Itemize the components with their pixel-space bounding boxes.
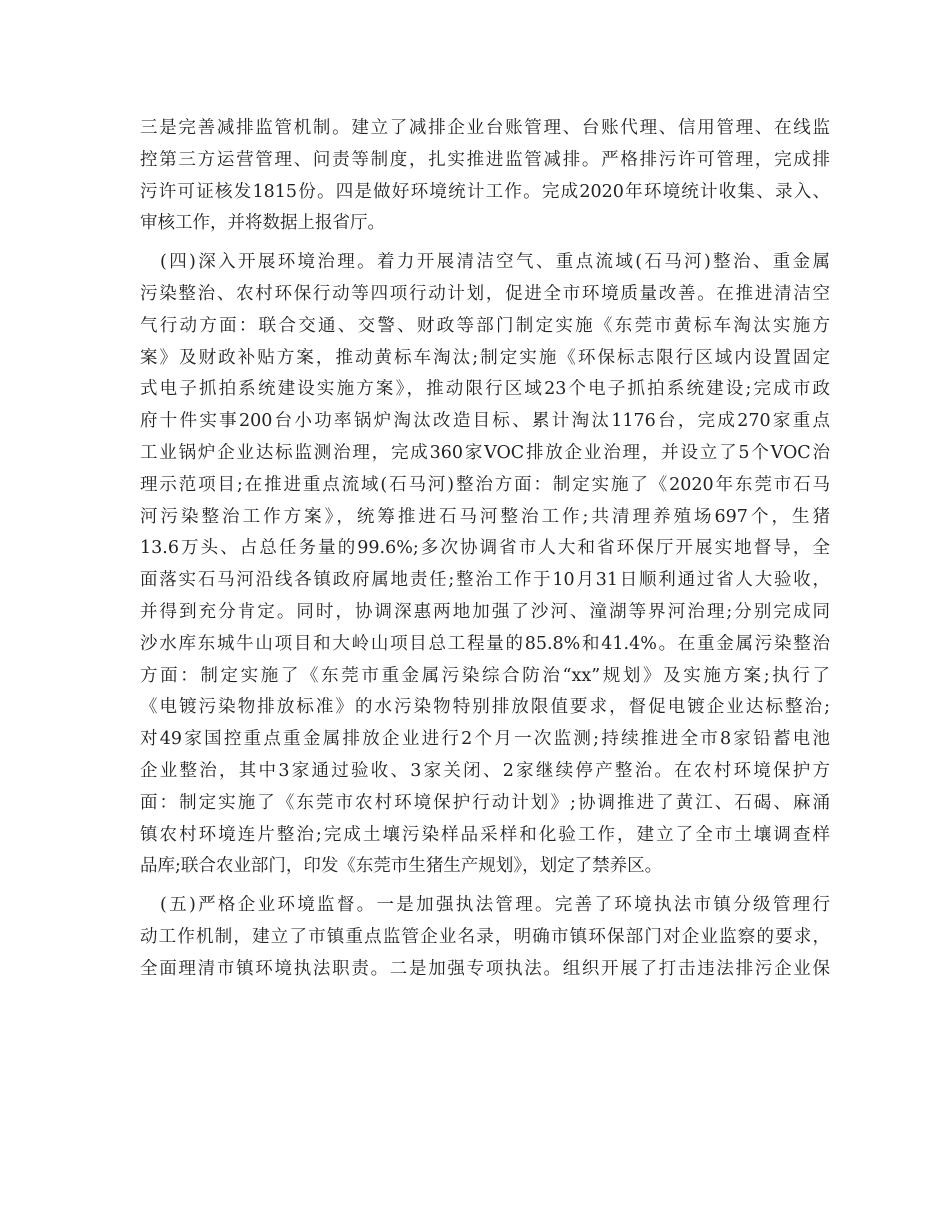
paragraph-emission-supervision [140,113,830,240]
text-line: 审核工作，并将数据上报省厅。 [140,213,385,234]
text-line: 理示范项目;在推进重点流域(石马河)整治方面：制定实施了《2020年东莞市石马 [140,474,830,495]
text-line: 全面理清市镇环境执法职责。二是加强专项执法。组织开展了打击违法排污企业保 [140,958,830,979]
text-line: 《电镀污染物排放标准》的水污染物特别排放限值要求，督促电镀企业达标整治; [140,697,830,718]
text-line: (五)严格企业环境监督。一是加强执法管理。完善了环境执法市镇分级管理行 [160,895,830,916]
text-line: 13.6万头、占总任务量的99.6%;多次协调省市人大和省环保厅开展实地督导，全 [140,538,830,559]
text-line: 沙水库东城牛山项目和大岭山项目总工程量的85.8%和41.4%。在重金属污染整治 [140,633,830,654]
text-line: 污许可证核发1815份。四是做好环境统计工作。完成2020年环境统计收集、录入、 [140,181,830,202]
text-line: 河污染整治工作方案》，统筹推进石马河整治工作;共清理养殖场697个，生猪 [140,506,830,527]
text-line: 式电子抓拍系统建设实施方案》，推动限行区域23个电子抓拍系统建设;完成市政 [140,379,830,400]
text-line: 方面：制定实施了《东莞市重金属污染综合防治“xx”规划》及实施方案;执行了 [140,665,830,686]
text-line: 案》及财政补贴方案，推动黄标车淘汰;制定实施《环保标志限行区域内设置固定 [140,347,830,368]
text-line: 三是完善减排监管机制。建立了减排企业台账管理、台账代理、信用管理、在线监 [140,118,830,138]
text-line: 污染整治、农村环保行动等四项行动计划，促进全市环境质量改善。在推进清洁空 [140,283,830,304]
paragraph-enterprise-supervision [140,890,830,985]
text-line: 对49家国控重点重金属排放企业进行2个月一次监测;持续推进全市8家铅蓄电池 [140,729,830,750]
text-line: 并得到充分肯定。同时，协调深惠两地加强了沙河、潼湖等界河治理;分别完成同 [140,601,830,622]
text-line: 镇农村环境连片整治;完成土壤污染样品采样和化验工作，建立了全市土壤调查样 [140,824,830,845]
text-line: 面：制定实施了《东莞市农村环境保护行动计划》;协调推进了黄江、石碣、麻涌 [140,792,830,813]
paragraph-gap [140,240,830,247]
document-body [140,113,830,986]
text-line: 府十件实事200台小功率锅炉淘汰改造目标、累计淘汰1176台，完成270家重点 [140,411,830,432]
paragraph-gap [140,883,830,890]
text-line: 气行动方面：联合交通、交警、财政等部门制定实施《东莞市黄标车淘汰实施方 [140,315,830,336]
text-line: 企业整治，其中3家通过验收、3家关闭、2家继续停产整治。在农村环境保护方 [140,760,830,781]
text-line: (四)深入开展环境治理。着力开展清洁空气、重点流域(石马河)整治、重金属 [160,252,830,273]
text-line: 面落实石马河沿线各镇政府属地责任;整治工作于10月31日顺利通过省人大验收， [140,570,830,591]
text-line: 品库;联合农业部门，印发《东莞市生猪生产规划》，划定了禁养区。 [140,856,663,877]
paragraph-environment-governance [140,247,830,883]
text-line: 控第三方运营管理、问责等制度，扎实推进监管减排。严格排污许可管理，完成排 [140,149,830,170]
text-line: 动工作机制，建立了市镇重点监管企业名录，明确市镇环保部门对企业监察的要求， [140,926,830,947]
text-line: 工业锅炉企业达标监测治理，完成360家VOC排放企业治理，并设立了5个VOC治 [140,442,830,463]
